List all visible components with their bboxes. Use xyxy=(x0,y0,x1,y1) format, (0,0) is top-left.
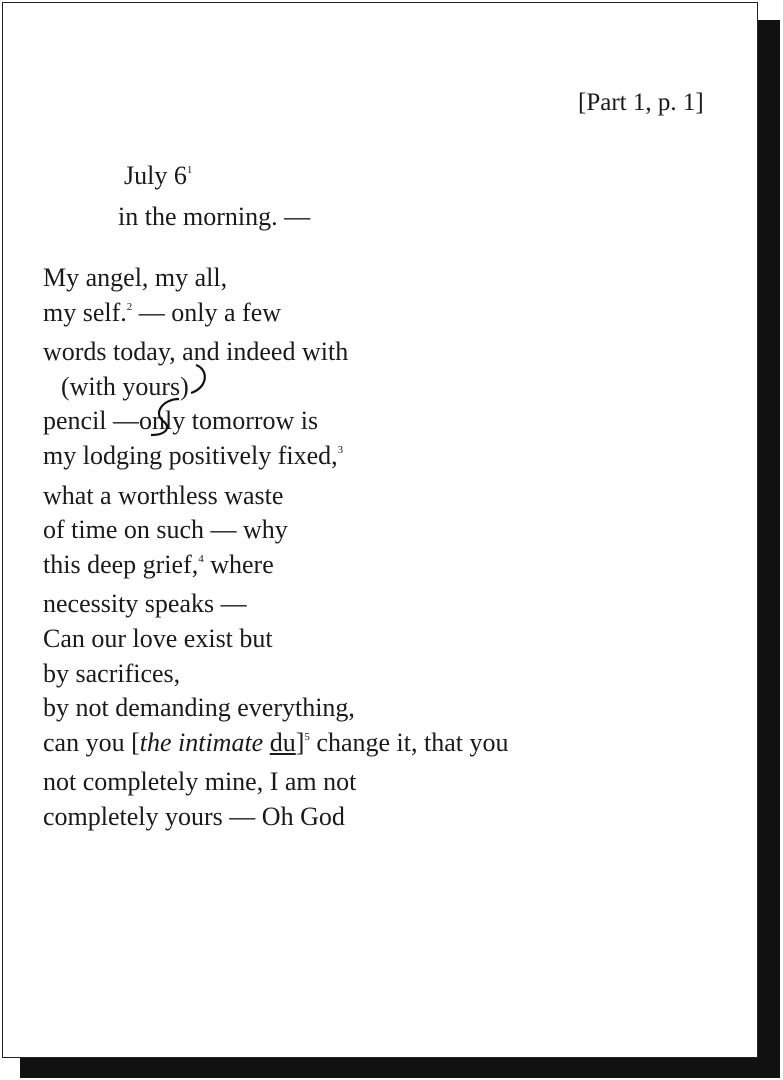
footnote-marker: 3 xyxy=(337,443,344,456)
letter-line xyxy=(43,726,508,766)
letter-body xyxy=(43,261,508,835)
letter-line: words today, and indeed with xyxy=(43,337,349,367)
letter-line xyxy=(43,404,508,439)
letter-text: — only a few xyxy=(132,297,282,327)
letter-line xyxy=(43,296,508,336)
document-page xyxy=(2,2,758,1058)
date-text: July 6 xyxy=(124,161,187,190)
letter-line: (with yours) xyxy=(61,371,189,401)
footnote-marker: 5 xyxy=(304,730,310,743)
underlined-word: du xyxy=(269,727,296,757)
letter-text: my self. xyxy=(43,297,127,327)
footnote-marker: 1 xyxy=(186,164,193,176)
time-line: in the morning. — xyxy=(118,202,311,231)
letter-text: my lodging positively fixed, xyxy=(43,440,338,470)
letter-line: Can our love exist but xyxy=(43,623,273,653)
letter-text: pencil — xyxy=(43,406,140,436)
footnote-marker: 2 xyxy=(126,300,133,313)
letter-line: what a worthless waste xyxy=(43,480,284,510)
dateline xyxy=(118,158,310,234)
footnote-marker: 4 xyxy=(198,552,204,565)
editorial-note: the intimate xyxy=(139,727,264,757)
letter-line xyxy=(43,439,508,479)
page-reference: [Part 1, p. 1] xyxy=(578,89,704,116)
letter-text: can you [ xyxy=(43,727,140,757)
letter-line: by sacrifices, xyxy=(43,658,181,688)
letter-line: My angel, my all, xyxy=(43,263,228,292)
letter-text: only tomorrow is xyxy=(139,406,319,436)
letter-text: this deep grief, xyxy=(43,549,199,579)
letter-line: not completely mine, I am not xyxy=(43,767,357,797)
letter-text: where xyxy=(203,549,274,579)
letter-line: completely yours — Oh God xyxy=(43,801,345,831)
letter-text: change it, that you xyxy=(309,727,509,757)
letter-line xyxy=(43,548,508,588)
letter-line: necessity speaks — xyxy=(43,589,247,619)
letter-line: of time on such — why xyxy=(43,515,288,545)
letter-text: ] xyxy=(295,727,305,757)
letter-line: by not demanding everything, xyxy=(43,693,355,723)
date-line xyxy=(118,158,310,199)
